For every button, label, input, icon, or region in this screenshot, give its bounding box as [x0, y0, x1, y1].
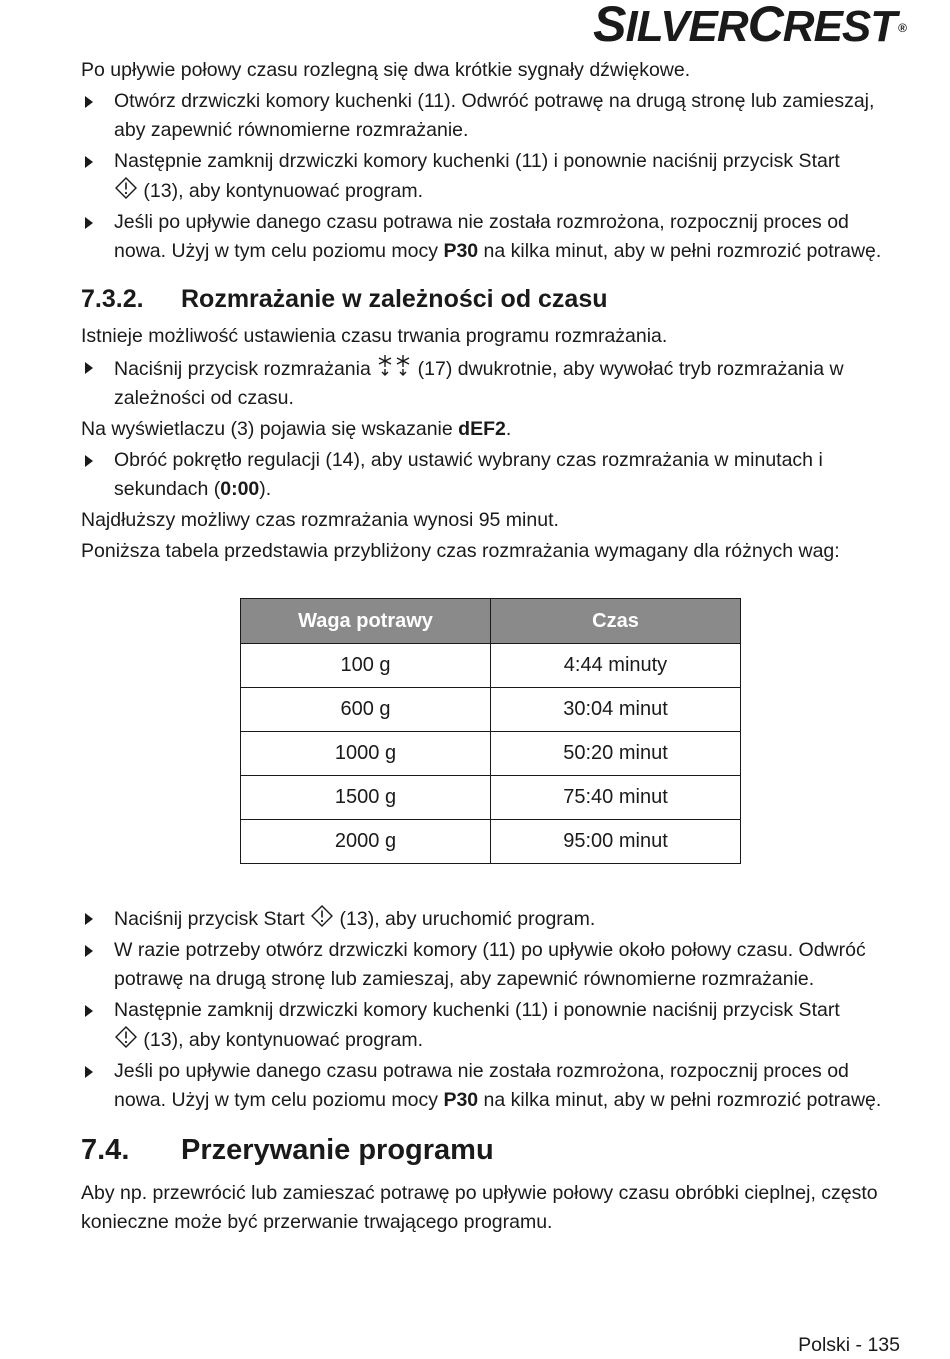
- start-diamond-icon: [114, 1025, 138, 1049]
- page-content: [81, 56, 903, 1239]
- table-row: [241, 688, 741, 732]
- table-cell: 1000 g: [241, 732, 491, 776]
- table-cell: 1500 g: [241, 776, 491, 820]
- section-heading: 7.4. Przerywanie programu: [81, 1134, 494, 1166]
- page-number: Polski - 135: [798, 1334, 900, 1356]
- bullet-item: Jeśli po upływie danego czasu potrawa nie została rozmrożona, rozpocznij proces od nowa. Użyj w tym celu poziomu mocy P30 na kilka minut, aby w pełni rozmrozić potrawę.: [81, 1057, 903, 1115]
- bullet-arrow-icon: [85, 156, 93, 168]
- start-diamond-icon: [310, 904, 334, 928]
- table-cell: 600 g: [241, 688, 491, 732]
- bullet-arrow-icon: [85, 1066, 93, 1078]
- section-heading: 7.3.2. Rozmrażanie w zależności od czasu: [81, 285, 608, 313]
- table-cell: 2000 g: [241, 820, 491, 864]
- table-cell: 50:20 minut: [491, 732, 741, 776]
- snowflake-defrost-icon: [376, 353, 412, 377]
- bullet-arrow-icon: [85, 217, 93, 229]
- bullet-item: Obróć pokrętło regulacji (14), aby ustawić wybrany czas rozmrażania w minutach i sekundach (0:00).: [81, 446, 903, 504]
- paragraph: Poniższa tabela przedstawia przybliżony czas rozmrażania wymagany dla różnych wag:: [81, 540, 840, 562]
- table-row: [241, 776, 741, 820]
- brand-logo: SILVERCREST ®: [593, 0, 906, 52]
- table-cell: 4:44 minuty: [491, 644, 741, 688]
- bullet-arrow-icon: [85, 455, 93, 467]
- table-cell: 30:04 minut: [491, 688, 741, 732]
- paragraph: Na wyświetlaczu (3) pojawia się wskazanie dEF2.: [81, 418, 512, 440]
- bullet-arrow-icon: [85, 913, 93, 925]
- bullet-item: Następnie zamknij drzwiczki komory kuchenki (11) i ponownie naciśnij przycisk Start (13), aby kontynuować program.: [81, 996, 903, 1055]
- table-header-cell: Waga potrawy: [241, 599, 491, 644]
- paragraph: Po upływie połowy czasu rozlegną się dwa krótkie sygnały dźwiękowe.: [81, 59, 691, 81]
- table-row: [241, 732, 741, 776]
- table-header-row: [241, 599, 741, 644]
- start-diamond-icon: [114, 176, 138, 200]
- table-row: [241, 644, 741, 688]
- bullet-item: Jeśli po upływie danego czasu potrawa nie została rozmrożona, rozpocznij proces od nowa. Użyj w tym celu poziomu mocy P30 na kilka minut, aby w pełni rozmrozić potrawę.: [81, 208, 903, 266]
- bullet-item: Następnie zamknij drzwiczki komory kuchenki (11) i ponownie naciśnij przycisk Start (13), aby kontynuować program.: [81, 147, 903, 206]
- bullet-item: Naciśnij przycisk Start (13), aby uruchomić program.: [81, 904, 903, 934]
- table-cell: 95:00 minut: [491, 820, 741, 864]
- paragraph: Istnieje możliwość ustawienia czasu trwania programu rozmrażania.: [81, 325, 668, 347]
- bullet-arrow-icon: [85, 945, 93, 957]
- bullet-arrow-icon: [85, 362, 93, 374]
- defrost-time-table: [240, 598, 741, 864]
- bullet-item: Naciśnij przycisk rozmrażania (17) dwukrotnie, aby wywołać tryb rozmrażania w zależności od czasu.: [81, 353, 903, 413]
- table-header-cell: Czas: [491, 599, 741, 644]
- table-cell: 100 g: [241, 644, 491, 688]
- bullet-arrow-icon: [85, 96, 93, 108]
- bullet-item: W razie potrzeby otwórz drzwiczki komory (11) po upływie około połowy czasu. Odwróć potrawę na drugą stronę lub zamieszaj, aby zapewnić równomierne rozmrażanie.: [81, 936, 903, 994]
- bullet-item: Otwórz drzwiczki komory kuchenki (11). Odwróć potrawę na drugą stronę lub zamieszaj, aby zapewnić równomierne rozmrażanie.: [81, 87, 903, 145]
- table-cell: 75:40 minut: [491, 776, 741, 820]
- paragraph: Najdłuższy możliwy czas rozmrażania wynosi 95 minut.: [81, 509, 559, 531]
- table-row: [241, 820, 741, 864]
- bullet-arrow-icon: [85, 1005, 93, 1017]
- paragraph: Aby np. przewrócić lub zamieszać potrawę po upływie połowy czasu obróbki cieplnej, często konieczne może być przerwanie trwającego programu.: [81, 1182, 878, 1233]
